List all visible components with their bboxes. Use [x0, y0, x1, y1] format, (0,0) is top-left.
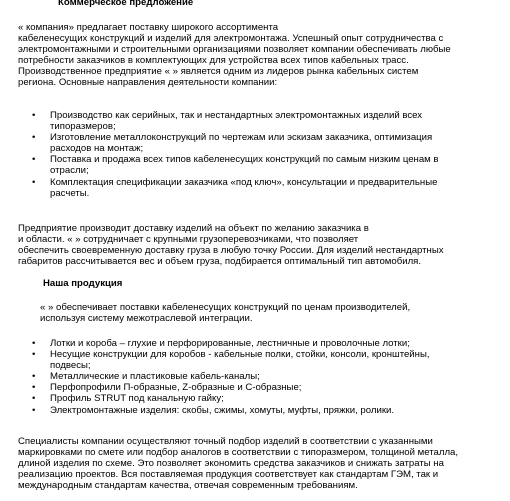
paragraph-line: кабеленесущих конструкций и изделий для электромонтажа. Успешный опыт сотрудничества с	[18, 33, 444, 45]
list-item-text: подвесы;	[50, 360, 91, 372]
list-item	[32, 393, 502, 404]
intro-paragraph	[18, 22, 502, 89]
paragraph-line: электромонтажными и строительными организациями позволяет компании обеспечивать любые	[18, 44, 451, 56]
paragraph-line: потребности заказчиков в комплектующих для устройства всех типов кабельных трасс.	[18, 55, 409, 67]
delivery-paragraph	[18, 223, 502, 267]
paragraph-line: Предприятие производит доставку изделий на объект по желанию заказчика в	[18, 223, 369, 234]
paragraph-line: « компания» предлагает поставку широкого ассортимента	[18, 22, 279, 33]
list-item	[32, 132, 502, 154]
list-item-text: Перфопрофили П-образные, Z-образные и С-образные;	[50, 382, 302, 394]
paragraph-line: реализацию проектов. Вся поставляемая продукция соответствует как стандартам ГЭМ, так и	[18, 469, 439, 481]
list-item-text: Поставка и продажа всех типов кабеленесущих конструкций по самым низким ценам в	[50, 154, 439, 166]
bullet-icon: •	[32, 154, 36, 166]
list-item-text: Профиль STRUT под канальную гайку;	[50, 393, 224, 405]
paragraph-line: « » обеспечивает поставки кабеленесущих конструкций по ценам производителей,	[40, 302, 411, 313]
bullet-icon: •	[32, 338, 36, 349]
paragraph-line: обеспечить своевременную доставку груза в любую точку России. Для изделий нестандартных	[18, 245, 444, 257]
list-item	[32, 177, 502, 199]
heading-commercial-offer: Коммерческое предложение	[58, 0, 194, 8]
list-item	[32, 154, 502, 176]
paragraph-line: используя систему межотраслевой интеграции.	[40, 313, 253, 325]
list-item-text: Электромонтажные изделия: скобы, сжимы, хомуты, муфты, пряжки, ролики.	[50, 404, 395, 416]
paragraph-line: международным стандартам качества, отвечая современным требованиям.	[18, 480, 358, 492]
paragraph-line: длиной изделия по схеме. Это позволяет экономить средства заказчиков и снижать затраты на	[18, 458, 444, 470]
list-item	[32, 110, 502, 132]
bullet-icon: •	[32, 382, 36, 394]
list-item-text: Комплектация спецификации заказчика «под ключ», консультации и предварительные	[50, 176, 438, 188]
closing-paragraph	[18, 436, 502, 491]
list-item-text: Металлические и пластиковые кабель-каналы;	[50, 371, 260, 383]
paragraph-line: и области. « » сотрудничает с крупными грузоперевозчиками, что позволяет	[18, 234, 359, 246]
list-item	[32, 405, 502, 416]
list-item-text: Лотки и короба – глухие и перфорированные, лестничные и проволочные лотки;	[50, 338, 410, 349]
paragraph-line: маркировками по смете или подбор аналогов в соответствии с типоразмером, толщиной металла,	[18, 447, 459, 459]
list-item	[32, 338, 502, 349]
bullet-icon: •	[32, 393, 36, 405]
paragraph-line: габаритов рассчитывается вес и объем груза, подбирается оптимальный тип автомобиля.	[18, 256, 422, 268]
bullet-icon: •	[32, 371, 36, 383]
list-item	[32, 382, 502, 393]
list-item-text: расчеты.	[50, 187, 90, 199]
paragraph-line: Производственное предприятие « » является одним из лидеров рынка кабельных систем	[18, 66, 419, 78]
list-item-text: Изготовление металлоконструкций по чертежам или эскизам заказчика, оптимизация	[50, 132, 433, 144]
list-item-text: типоразмеров;	[50, 121, 116, 133]
bullet-icon: •	[32, 404, 36, 416]
heading-our-products: Наша продукция	[43, 278, 123, 289]
products-list	[32, 338, 502, 416]
list-item-text: Производство как серийных, так и нестандартных электромонтажных изделий всех	[50, 110, 423, 121]
bullet-icon: •	[32, 176, 36, 188]
list-item-text: расходов на монтаж;	[50, 143, 144, 155]
paragraph-line: региона. Основные направления деятельности компании:	[18, 77, 278, 89]
products-intro-paragraph	[40, 302, 502, 324]
list-item-text: Несущие конструкции для коробов - кабельные полки, стойки, консоли, кронштейны,	[50, 349, 430, 361]
bullet-icon: •	[32, 132, 36, 144]
list-item	[32, 371, 502, 382]
list-item	[32, 349, 502, 371]
directions-list	[32, 110, 502, 199]
list-item-text: отрасли;	[50, 165, 89, 177]
bullet-icon: •	[32, 349, 36, 361]
paragraph-line: Специалисты компании осуществляют точный подбор изделий в соответствии с указанными	[18, 436, 433, 447]
bullet-icon: •	[32, 110, 36, 121]
